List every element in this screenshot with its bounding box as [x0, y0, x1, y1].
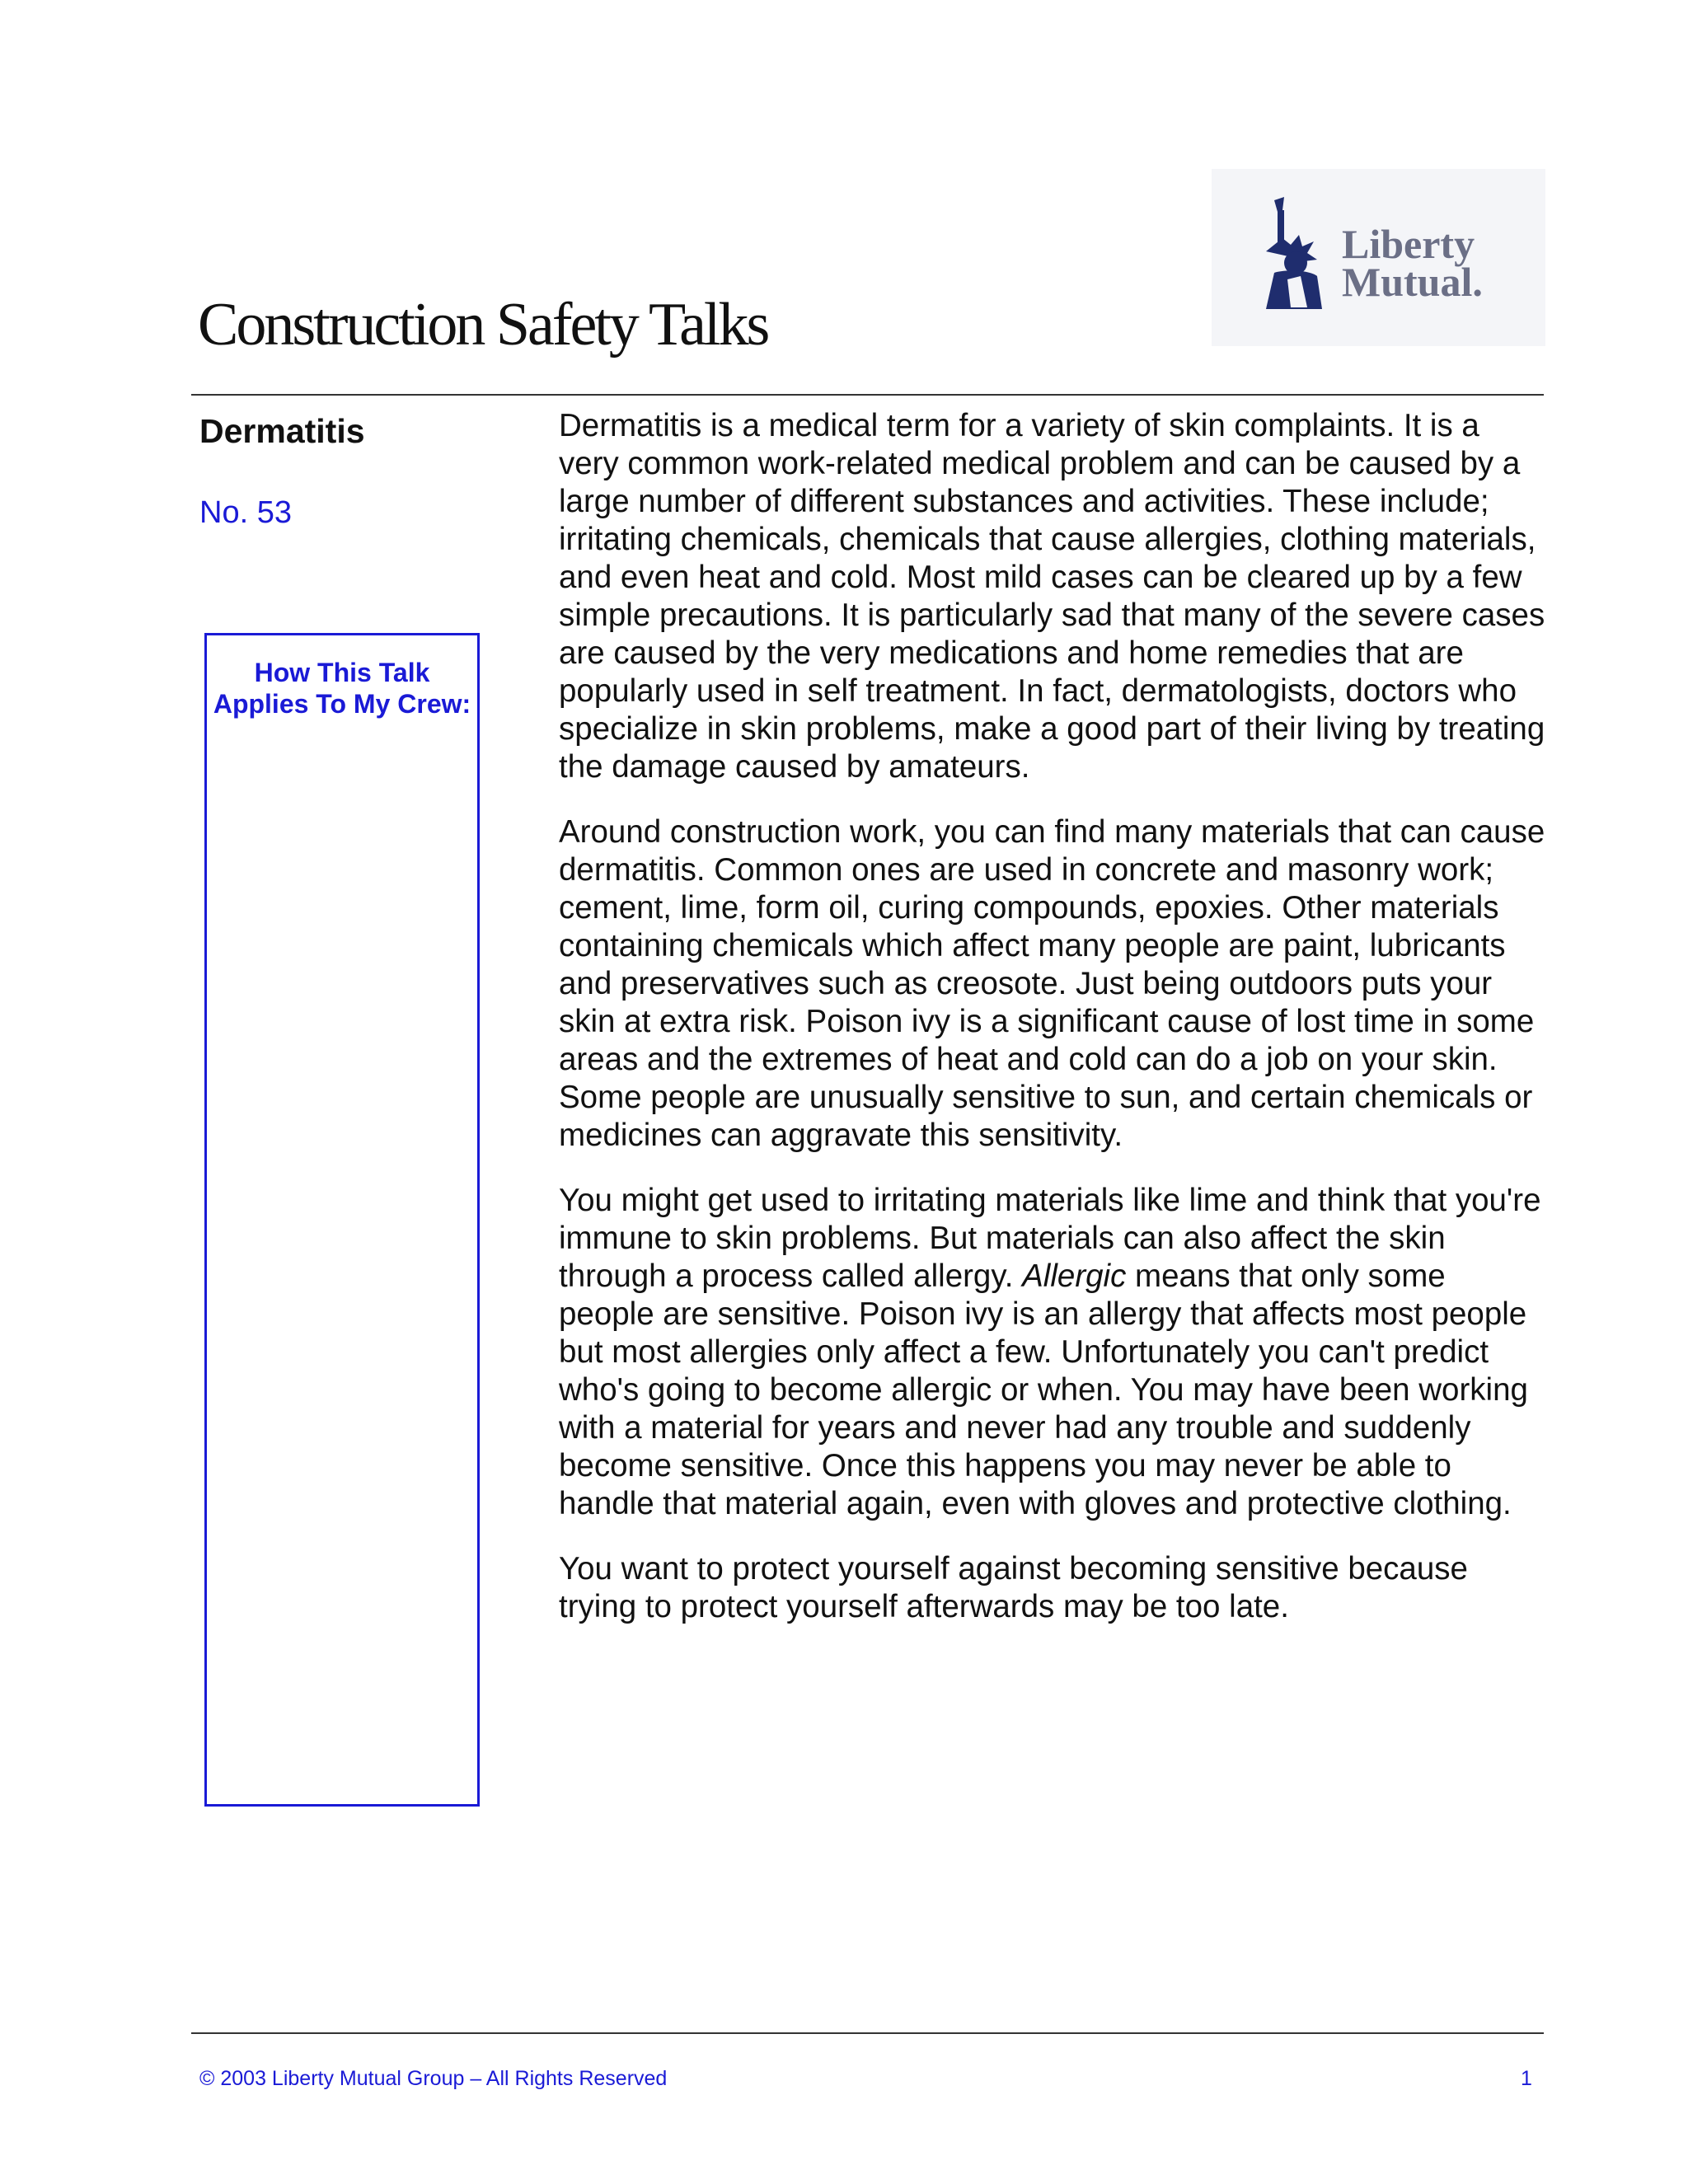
allergic-term: Allergic	[1022, 1258, 1127, 1294]
article-body	[559, 407, 1548, 1653]
page-number: 1	[1521, 2067, 1532, 2090]
talk-number: No. 53	[199, 495, 292, 530]
paragraph-2: Around construction work, you can find many materials that can cause dermatitis. Common ones are used in concrete and masonry work; cement, lime, form oil, curing compounds, epoxies. Other materials containing chemicals which affect many people are paint, lubricants and preservatives such as creosote. Just being outdoors puts your skin at extra risk. Poison ivy is a significant cause of lost time in some areas and the extremes of heat and cold can do a job on your skin. Some people are unusually sensitive to sun, and certain chemicals or medicines can aggravate this sensitivity.	[559, 814, 1545, 1153]
statue-of-liberty-icon	[1241, 194, 1340, 317]
footer-divider	[191, 2032, 1544, 2034]
liberty-mutual-logo	[1212, 169, 1545, 346]
logo-line-2: Mutual.	[1342, 259, 1483, 305]
paragraph-1: Dermatitis is a medical term for a variety of skin complaints. It is a very common work-related medical problem and can be caused by a large number of different substances and activities. These include; irritating chemicals, chemicals that cause allergies, clothing materials, and even heat and cold. Most mild cases can be cleared up by a few simple precautions. It is particularly sad that many of the severe cases are caused by the very medications and home remedies that are popularly used in self treatment. In fact, dermatologists, doctors who specialize in skin problems, make a good part of their living by treating the damage caused by amateurs.	[559, 408, 1545, 785]
copyright-notice: © 2003 Liberty Mutual Group – All Rights Reserved	[199, 2067, 668, 2090]
crew-notes-box	[204, 633, 480, 1807]
crew-notes-heading: How This Talk Applies To My Crew:	[213, 658, 471, 719]
topic-title: Dermatitis	[199, 412, 365, 450]
logo-line-1: Liberty	[1342, 221, 1475, 267]
document-title: Construction Safety Talks	[198, 291, 768, 359]
header-divider	[191, 394, 1544, 396]
paragraph-3: You might get used to irritating materials like lime and think that you're immune to skin problems. But materials can also affect the skin through a process called allergy. Allergic means that only some people are sensitive. Poison ivy is an allergy that affects most people but most allergies only affect a few. Unfortunately you can't predict who's going to become allergic or when. You may have been working with a material for years and never had any trouble and suddenly become sensitive. Once this happens you may never be able to handle that material again, even with gloves and protective clothing.	[559, 1183, 1541, 1521]
paragraph-4: You want to protect yourself against becoming sensitive because trying to protect yourself afterwards may be too late.	[559, 1551, 1468, 1624]
